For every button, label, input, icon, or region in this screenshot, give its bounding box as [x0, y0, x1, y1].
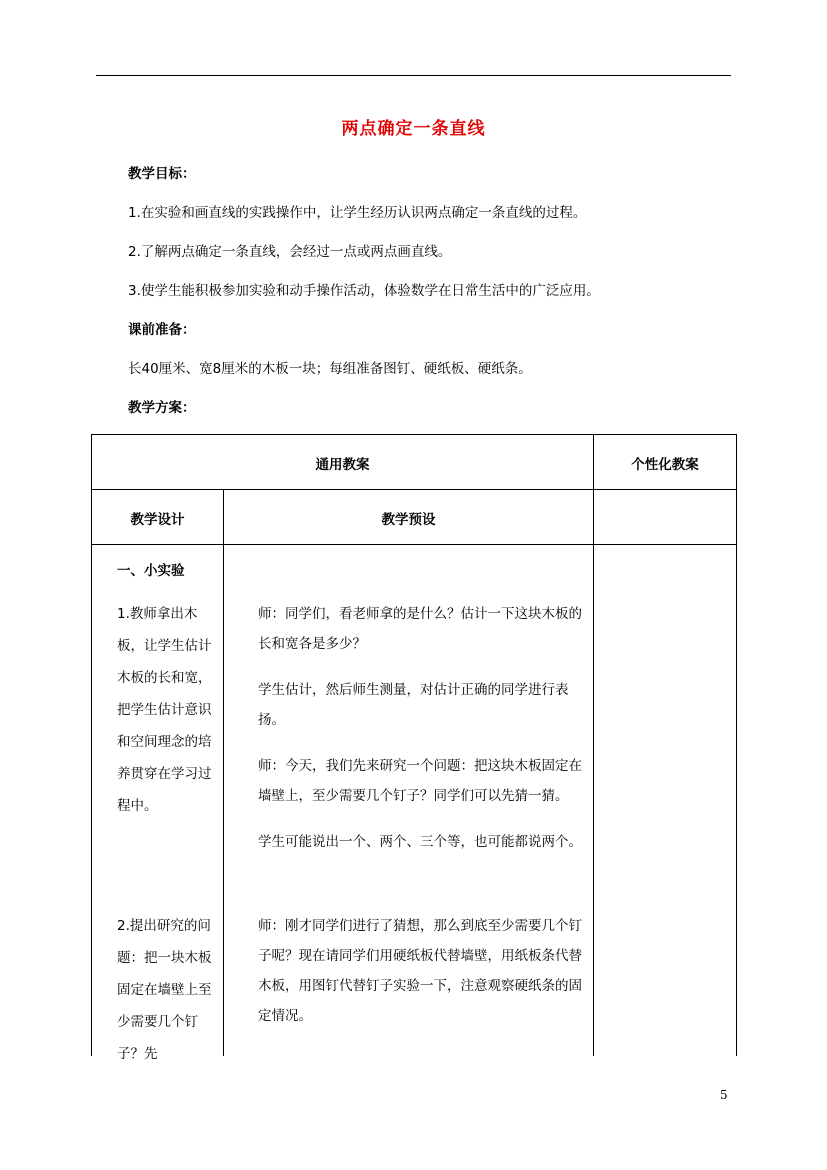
header-teaching-preset: 教学预设	[381, 512, 436, 528]
preset-paragraph-5: 师：刚才同学们进行了猜想，那么到底至少需要几个钉子呢？现在请同学们用硬纸板代替墙壁，用纸板条代替木板，用图钉代替钉子实验一下，注意观察硬纸条的固定情况。	[258, 918, 582, 1024]
plan-heading: 教学方案：	[128, 400, 196, 416]
header-teaching-design: 教学设计	[130, 512, 185, 528]
preset-paragraph-2: 学生估计，然后师生测量，对估计正确的同学进行表扬。	[258, 682, 569, 728]
objective-item-1: 1.在实验和画直线的实践操作中，让学生经历认识两点确定一条直线的过程。	[128, 205, 587, 221]
table-column-divider	[593, 434, 594, 1056]
design-step-2: 2.提出研究的问题：把一块木板固定在墙壁上至少需要几个钉子？先	[117, 918, 212, 1062]
design-step-1: 1.教师拿出木板，让学生估计木板的长和宽，把学生估计意识和空间理念的培养贯穿在学习过程中。	[117, 606, 212, 814]
page-title: 两点确定一条直线	[341, 119, 486, 139]
page-number: 5	[720, 1088, 728, 1102]
preset-paragraph-1: 师：同学们，看老师拿的是什么？估计一下这块木板的长和宽各是多少？	[258, 606, 582, 652]
preparation-text: 长40厘米、宽8厘米的木板一块；每组准备图钉、硬纸板、硬纸条。	[128, 361, 532, 377]
preset-paragraph-3: 师：今天，我们先来研究一个问题：把这块木板固定在墙壁上，至少需要几个钉子？同学们可以先猜一猜。	[258, 758, 582, 804]
table-row-divider	[91, 544, 737, 545]
header-rule	[96, 75, 731, 76]
objectives-heading: 教学目标：	[128, 166, 196, 182]
objective-item-3: 3.使学生能积极参加实验和动手操作活动，体验数学在日常生活中的广泛应用。	[128, 283, 600, 299]
preparation-heading: 课前准备：	[128, 322, 196, 338]
table-border-right	[736, 434, 737, 1056]
table-column-divider	[223, 489, 224, 1056]
table-row-divider	[91, 489, 737, 490]
section-heading-experiment: 一、小实验	[117, 563, 185, 579]
header-general-plan: 通用教案	[315, 457, 370, 473]
header-personal-plan: 个性化教案	[631, 457, 699, 473]
table-border-top	[91, 434, 737, 435]
objective-item-2: 2.了解两点确定一条直线，会经过一点或两点画直线。	[128, 244, 452, 260]
preset-paragraph-4: 学生可能说出一个、两个、三个等，也可能都说两个。	[258, 834, 582, 850]
